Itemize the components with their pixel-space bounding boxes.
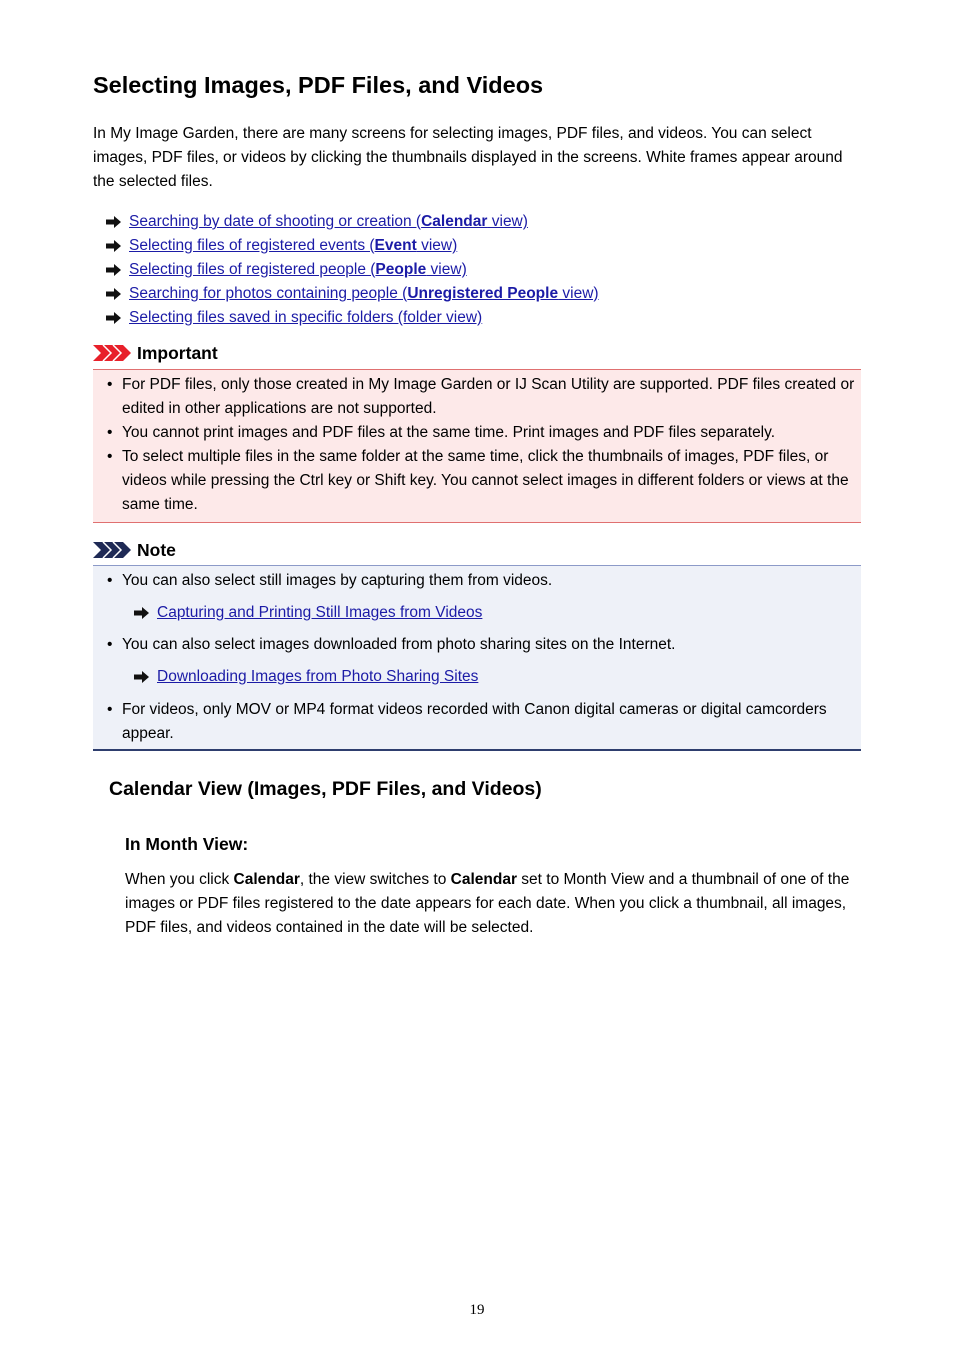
- arrow-right-icon: [105, 311, 122, 325]
- capture-stills-link[interactable]: Capturing and Printing Still Images from Videos: [157, 604, 483, 621]
- note-chevrons-icon: [93, 542, 131, 558]
- note-box: • You can also select still images by capturing them from videos. Capturing and Printing Still Images from Videos • You can also select images downloaded from photo sharing sites on the Internet. Downloading Images from Photo Sharing Sites • For videos, only MOV or MP4 format videos recorded with Canon digital cameras or digital camcorders appear.: [93, 565, 861, 751]
- important-heading: Important: [93, 340, 218, 366]
- section-title: Calendar View (Images, PDF Files, and Videos): [109, 778, 542, 800]
- arrow-right-icon: [105, 263, 122, 277]
- calendar-view-link[interactable]: Searching by date of shooting or creation (Calendar view): [129, 213, 528, 230]
- important-chevrons-icon: [93, 345, 131, 361]
- page-title: Selecting Images, PDF Files, and Videos: [93, 72, 544, 98]
- arrow-right-icon: [105, 239, 122, 253]
- arrow-right-icon: [133, 670, 150, 684]
- photo-sharing-link[interactable]: Downloading Images from Photo Sharing Sites: [157, 668, 479, 685]
- important-box: • For PDF files, only those created in My Image Garden or IJ Scan Utility are supported. PDF files created or edited in other applications are not supported. • You cannot print images and PDF files at the same time. Print images and PDF files separately. • To select multiple files in the same folder at the same time, click the thumbnails of images, PDF files, or videos while pressing the Ctrl key or Shift key. You cannot select images in different folders or views at the same time.: [93, 369, 861, 523]
- link-item-people-view[interactable]: [105, 258, 599, 282]
- page-number: 19: [469, 1302, 485, 1318]
- unregistered-people-view-link[interactable]: Searching for photos containing people (Unregistered People view): [129, 285, 599, 302]
- folder-view-link[interactable]: Selecting files saved in specific folders (folder view): [129, 309, 483, 326]
- month-view-paragraph: When you click Calendar, the view switches to Calendar set to Month View and a thumbnail of one of the images or PDF files registered to the date appears for each date. When you click a thumbnail, all images, PDF files, and videos contained in the date will be selected.: [125, 871, 850, 936]
- arrow-right-icon: [133, 606, 150, 620]
- link-item-event-view[interactable]: [105, 234, 599, 258]
- people-view-link[interactable]: Selecting files of registered people (People view): [129, 261, 467, 278]
- link-item-calendar-view[interactable]: [105, 210, 599, 234]
- note-heading: Note: [93, 537, 176, 563]
- photo-sharing-link-item[interactable]: [133, 665, 478, 689]
- event-view-link[interactable]: Selecting files of registered events (Event view): [129, 237, 458, 254]
- capture-stills-link-item[interactable]: [133, 601, 482, 625]
- arrow-right-icon: [105, 287, 122, 301]
- arrow-right-icon: [105, 215, 122, 229]
- view-links-list: [105, 210, 599, 330]
- link-item-unregistered-people-view[interactable]: [105, 282, 599, 306]
- intro-paragraph: In My Image Garden, there are many screens for selecting images, PDF files, and videos. You can select images, PDF files, or videos by clicking the thumbnails displayed in the screens. White frames appear around the selected files.: [93, 125, 843, 190]
- link-item-folder-view[interactable]: [105, 306, 599, 330]
- subsection-title: In Month View:: [125, 834, 249, 854]
